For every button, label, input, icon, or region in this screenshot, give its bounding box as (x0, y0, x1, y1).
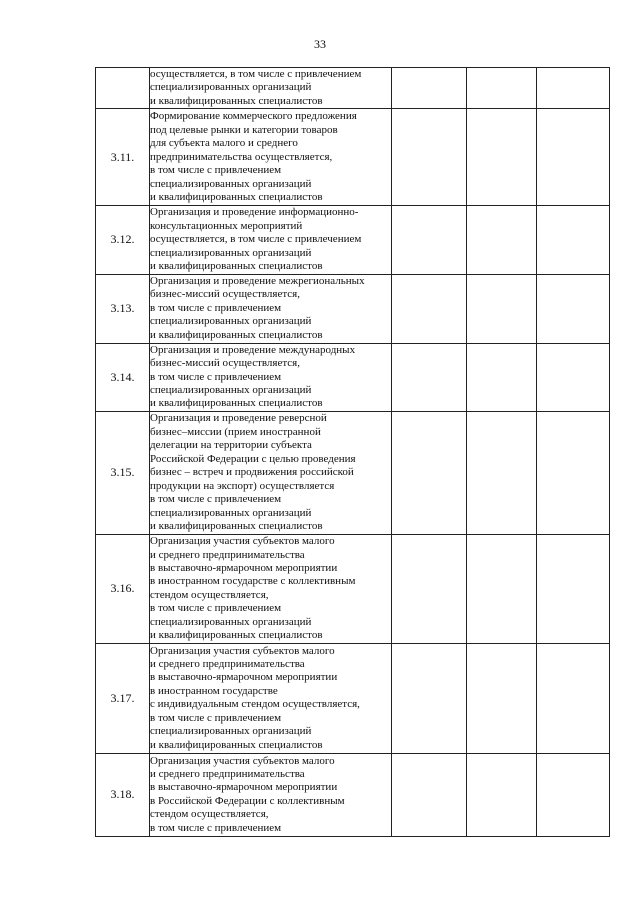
item-description: Организация участия субъектов малого и среднего предпринимательства в выставочно-ярмарочном мероприятии в иностранном государстве с коллективным стендом осуществляется, в том числе с привлечением специализированных организаций и квалифицированных специалистов (150, 534, 392, 643)
item-description: Организация и проведение межрегиональных бизнес-миссий осуществляется, в том числе с привлечением специализированных организаций и квалифицированных специалистов (150, 274, 392, 343)
table-row (96, 109, 610, 206)
empty-cell (392, 753, 467, 836)
item-description: Организация участия субъектов малого и среднего предпринимательства в выставочно-ярмарочном мероприятии в иностранном государстве с индивидуальным стендом осуществляется, в том числе с привлечением специализированных организаций и квалифицированных специалистов (150, 643, 392, 753)
empty-cell (467, 534, 537, 643)
empty-cell (467, 643, 537, 753)
item-number (96, 68, 150, 109)
empty-cell (467, 206, 537, 274)
empty-cell (537, 68, 610, 109)
empty-cell (537, 753, 610, 836)
item-description: Организация участия субъектов малого и среднего предпринимательства в выставочно-ярмарочном мероприятии в Российской Федерации с коллективным стендом осуществляется, в том числе с привлечением (150, 753, 392, 836)
item-description: осуществляется, в том числе с привлечением специализированных организаций и квалифицированных специалистов (150, 68, 392, 109)
item-number: 3.16. (96, 534, 150, 643)
item-number: 3.12. (96, 206, 150, 274)
empty-cell (392, 534, 467, 643)
empty-cell (392, 274, 467, 343)
empty-cell (467, 109, 537, 206)
empty-cell (537, 343, 610, 411)
table-row (96, 68, 610, 109)
empty-cell (537, 274, 610, 343)
empty-cell (537, 411, 610, 534)
item-number: 3.13. (96, 274, 150, 343)
empty-cell (392, 343, 467, 411)
item-number: 3.17. (96, 643, 150, 753)
item-number: 3.18. (96, 753, 150, 836)
empty-cell (467, 274, 537, 343)
table-row (96, 534, 610, 643)
empty-cell (392, 109, 467, 206)
table-row (96, 206, 610, 274)
item-number: 3.11. (96, 109, 150, 206)
empty-cell (392, 68, 467, 109)
item-description: Организация и проведение информационно- консультационных мероприятий осуществляется, в том числе с привлечением специализированных организаций и квалифицированных специалистов (150, 206, 392, 274)
empty-cell (537, 643, 610, 753)
empty-cell (537, 206, 610, 274)
empty-cell (392, 411, 467, 534)
empty-cell (467, 753, 537, 836)
empty-cell (467, 68, 537, 109)
document-table (95, 67, 610, 837)
table-row (96, 343, 610, 411)
item-description: Формирование коммерческого предложения под целевые рынки и категории товаров для субъекта малого и среднего предпринимательства осуществляется, в том числе с привлечением специализированных организаций и квалифицированных специалистов (150, 109, 392, 206)
item-number: 3.15. (96, 411, 150, 534)
item-description: Организация и проведение реверсной бизнес–миссии (прием иностранной делегации на территории субъекта Российской Федерации с целью проведения бизнес – встреч и продвижения российской продукции на экспорт) осуществляется в том числе с привлечением специализированных организаций и квалифицированных специалистов (150, 411, 392, 534)
table-row (96, 411, 610, 534)
page-number: 33 (314, 37, 326, 51)
table-row (96, 753, 610, 836)
empty-cell (467, 411, 537, 534)
empty-cell (467, 343, 537, 411)
empty-cell (392, 206, 467, 274)
table-row (96, 643, 610, 753)
empty-cell (537, 109, 610, 206)
empty-cell (537, 534, 610, 643)
item-number: 3.14. (96, 343, 150, 411)
item-description: Организация и проведение международных бизнес-миссий осуществляется, в том числе с привлечением специализированных организаций и квалифицированных специалистов (150, 343, 392, 411)
table-row (96, 274, 610, 343)
empty-cell (392, 643, 467, 753)
